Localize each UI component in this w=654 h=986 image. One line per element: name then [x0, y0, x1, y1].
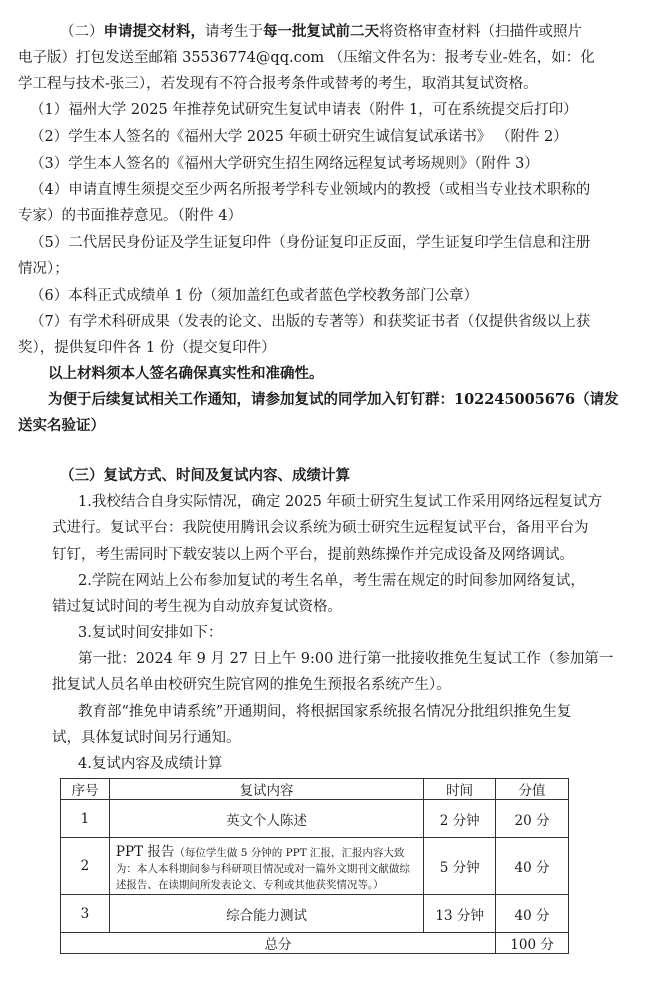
- row-score: 40 分: [496, 895, 569, 933]
- score-table: [60, 778, 569, 954]
- sec3-p1-line-3: 钉钉，考生需同时下载安装以上两个平台，提前熟练操作并完成设备及网络调试。: [52, 547, 574, 563]
- row-score: 40 分: [496, 838, 569, 895]
- sec2-item-1: （1）福州大学 2025 年推荐免试研究生复试申请表（附件 1，可在系统提交后打印）: [30, 102, 578, 118]
- sec3-p5-line-1: 教育部“推免申请系统”开通期间，将根据国家系统报名情况分批组织推免生复: [78, 704, 572, 720]
- header-time: 时间: [424, 779, 496, 800]
- sec2-item-3: （3）学生本人签名的《福州大学研究生招生网络远程复试考场规则》（附件 3）: [30, 156, 539, 172]
- sec2-deadline: 每一批复试前二天: [263, 23, 379, 40]
- sec2-item-7-cont: 奖），提供复印件各 1 份（提交复印件）: [18, 340, 276, 356]
- sec2-item-4: （4）申请直博生须提交至少两名所报考学科专业领域内的教授（或相当专业技术职称的: [30, 182, 591, 198]
- table-total-row: [61, 933, 569, 954]
- sec2-item-2: （2）学生本人签名的《福州大学 2025 年硕士研究生诚信复试承诺书》 （附件 2）: [30, 129, 568, 145]
- sec3-p2-line-2: 错过复试时间的考生视为自动放弃复试资格。: [52, 599, 342, 615]
- header-score: 分值: [496, 779, 569, 800]
- sec3-title: （三）复试方式、时间及复试内容、成绩计算: [60, 467, 350, 484]
- sec3-p4-line-2: 批复试人员名单由校研究生院官网的推免生预报名系统产生）。: [52, 677, 451, 693]
- sec3-p5-line-2: 试，具体复试时间另行通知。: [52, 730, 241, 746]
- sec2-item-6: （6）本科正式成绩单 1 份（须加盖红色或者蓝色学校教务部门公章）: [30, 288, 479, 304]
- table-row: [61, 800, 569, 838]
- total-label: 总分: [61, 933, 496, 954]
- header-content: 复试内容: [109, 779, 423, 800]
- row-no: 2: [61, 838, 110, 895]
- sec3-p2-line-1: 2.学院在网站上公布参加复试的考生名单，考生需在规定的时间参加网络复试，: [78, 573, 585, 589]
- row-content: 英文个人陈述: [109, 800, 423, 838]
- ppt-label: PPT 报告: [115, 844, 175, 860]
- sec2-item-7: （7）有学术科研成果（发表的论文、出版的专著等）和获奖证书者（仅提供省级以上获: [30, 314, 591, 330]
- table-row: [61, 838, 569, 895]
- row-time: 2 分钟: [424, 800, 496, 838]
- sec2-heading: 申请提交材料，: [103, 23, 205, 40]
- sec2-bold-note: 以上材料须本人签名确保真实性和准确性。: [48, 365, 324, 382]
- sec2-line-3: 学工程与技术-张三），若发现有不符合报考条件或替考的考生，取消其复试资格。: [18, 76, 538, 92]
- sec2-text: 请考生于: [205, 24, 263, 40]
- total-score: 100 分: [496, 933, 569, 954]
- sec3-p3: 3.复试时间安排如下：: [78, 625, 223, 641]
- sec2-dingtalk-note-cont: 送实名验证）: [18, 417, 105, 434]
- sec2-dingtalk-note: 为便于后续复试相关工作通知，请参加复试的同学加入钉钉群：102245005676（请发: [48, 391, 619, 408]
- row-score: 20 分: [496, 800, 569, 838]
- row-time: 13 分钟: [424, 895, 496, 933]
- row-no: 1: [61, 800, 110, 838]
- sec3-p6: 4.复试内容及成绩计算: [78, 756, 223, 772]
- header-no: 序号: [61, 779, 110, 800]
- sec2-text-cont: 将资格审查材料（扫描件或照片: [379, 24, 582, 40]
- row-content: 综合能力测试: [109, 895, 423, 933]
- row-content: [109, 838, 423, 895]
- sec2-line-1: [60, 22, 582, 42]
- sec2-line-2: 电子版）打包发送至邮箱 35536774@qq.com （压缩文件名为：报考专业-姓名，如：化: [18, 50, 595, 66]
- row-no: 3: [61, 895, 110, 933]
- table-row: [61, 895, 569, 933]
- sec3-p1-line-2: 式进行。复试平台：我院使用腾讯会议系统为硕士研究生远程复试平台，备用平台为: [52, 520, 589, 536]
- sec3-p4-line-1: 第一批：2024 年 9 月 27 日上午 9:00 进行第一批接收推免生复试工作（参加第一: [78, 651, 614, 667]
- row-time: 5 分钟: [424, 838, 496, 895]
- sec2-item-4-cont: 专家）的书面推荐意见。（附件 4）: [18, 208, 243, 224]
- table-header-row: [61, 779, 569, 800]
- sec2-index: （二）: [60, 24, 104, 40]
- sec2-item-5: （5）二代居民身份证及学生证复印件（身份证复印正反面，学生证复印学生信息和注册: [30, 235, 591, 251]
- sec2-item-5-cont: 情况）；: [18, 261, 69, 277]
- ppt-note: （每位学生做 5 分钟的 PPT 汇报，汇报内容大致为：本人本科期间参与科研项目情况或对一篇外文期刊文献做综述报告、在读期间所发表论文、专利或其他获奖情况等。）: [115, 847, 410, 891]
- sec3-p1-line-1: 1.我校结合自身实际情况，确定 2025 年硕士研究生复试工作采用网络远程复试方: [78, 494, 602, 510]
